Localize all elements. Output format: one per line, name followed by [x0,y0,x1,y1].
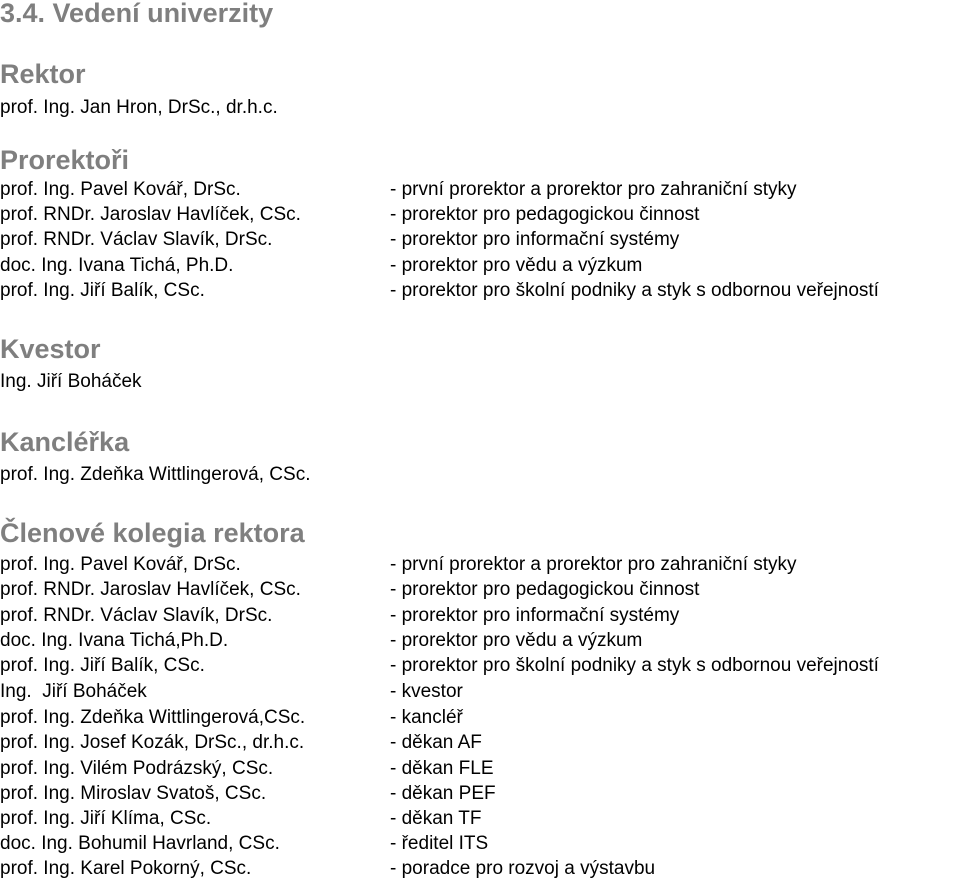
person-role: - prorektor pro pedagogickou činnost [390,579,700,600]
person-name: prof. Ing. Vilém Podrázský, CSc. [0,758,274,779]
person-role: - prorektor pro vědu a výzkum [390,630,643,651]
person-role: - prorektor pro školní podniky a styk s odbornou veřejností [390,655,879,676]
person-role: - prorektor pro vědu a výzkum [390,255,643,276]
kolegium-row [0,552,960,577]
kolegium-row [0,856,960,881]
person-name: prof. RNDr. Václav Slavík, DrSc. [0,605,273,626]
page-title: 3.4. Vedení univerzity [0,0,274,28]
person-name: prof. Ing. Karel Pokorný, CSc. [0,858,252,879]
person-name: prof. RNDr. Jaroslav Havlíček, CSc. [0,204,301,225]
person-name: prof. Ing. Pavel Kovář, DrSc. [0,554,241,575]
person-role: - první prorektor a prorektor pro zahraniční styky [390,554,797,575]
kolegium-row [0,603,960,628]
person-name: prof. RNDr. Jaroslav Havlíček, CSc. [0,579,301,600]
kolegium-row [0,806,960,831]
person-role: - děkan AF [390,732,482,753]
person-role: - kancléř [390,707,463,728]
person-name: prof. Ing. Jiří Balík, CSc. [0,280,205,301]
prorektor-row [0,177,960,202]
kolegium-row [0,577,960,602]
person-name: prof. Ing. Jiří Klíma, CSc. [0,808,212,829]
kolegium-row [0,679,960,704]
prorektor-row [0,202,960,227]
person-role: - prorektor pro školní podniky a styk s odbornou veřejností [390,280,879,301]
person-name: doc. Ing. Ivana Tichá,Ph.D. [0,630,229,651]
kvestor-name: Ing. Jiří Boháček [0,371,142,392]
person-role: - prorektor pro pedagogickou činnost [390,204,700,225]
kolegium-row [0,628,960,653]
person-role: - poradce pro rozvoj a výstavbu [390,858,656,879]
person-role: - děkan PEF [390,783,496,804]
prorektori-heading: Prorektoři [0,145,130,175]
person-name: prof. RNDr. Václav Slavík, DrSc. [0,229,273,250]
kolegium-row [0,705,960,730]
rektor-name: prof. Ing. Jan Hron, DrSc., dr.h.c. [0,97,278,118]
prorektor-row [0,278,960,303]
person-name: prof. Ing. Miroslav Svatoš, CSc. [0,783,267,804]
person-name: prof. Ing. Josef Kozák, DrSc., dr.h.c. [0,732,305,753]
kanclerka-name: prof. Ing. Zdeňka Wittlingerová, CSc. [0,464,311,485]
person-name: doc. Ing. Ivana Tichá, Ph.D. [0,255,234,276]
person-name: doc. Ing. Bohumil Havrland, CSc. [0,833,280,854]
person-name: prof. Ing. Zdeňka Wittlingerová,CSc. [0,707,306,728]
person-name: Ing. Jiří Boháček [0,681,147,702]
kolegium-row [0,653,960,678]
person-role: - první prorektor a prorektor pro zahraniční styky [390,179,797,200]
person-role: - prorektor pro informační systémy [390,229,680,250]
kolegium-row [0,831,960,856]
prorektor-row [0,253,960,278]
person-name: prof. Ing. Pavel Kovář, DrSc. [0,179,241,200]
rektor-heading: Rektor [0,59,86,89]
person-role: - kvestor [390,681,463,702]
kolegium-row [0,781,960,806]
prorektor-row [0,227,960,252]
person-role: - ředitel ITS [390,833,489,854]
person-role: - děkan FLE [390,758,494,779]
kolegium-row [0,756,960,781]
kanclerka-heading: Kancléřka [0,427,130,457]
kolegium-row [0,730,960,755]
person-name: prof. Ing. Jiří Balík, CSc. [0,655,205,676]
person-role: - prorektor pro informační systémy [390,605,680,626]
kolegium-heading: Členové kolegia rektora [0,518,305,548]
kvestor-heading: Kvestor [0,334,101,364]
person-role: - děkan TF [390,808,482,829]
